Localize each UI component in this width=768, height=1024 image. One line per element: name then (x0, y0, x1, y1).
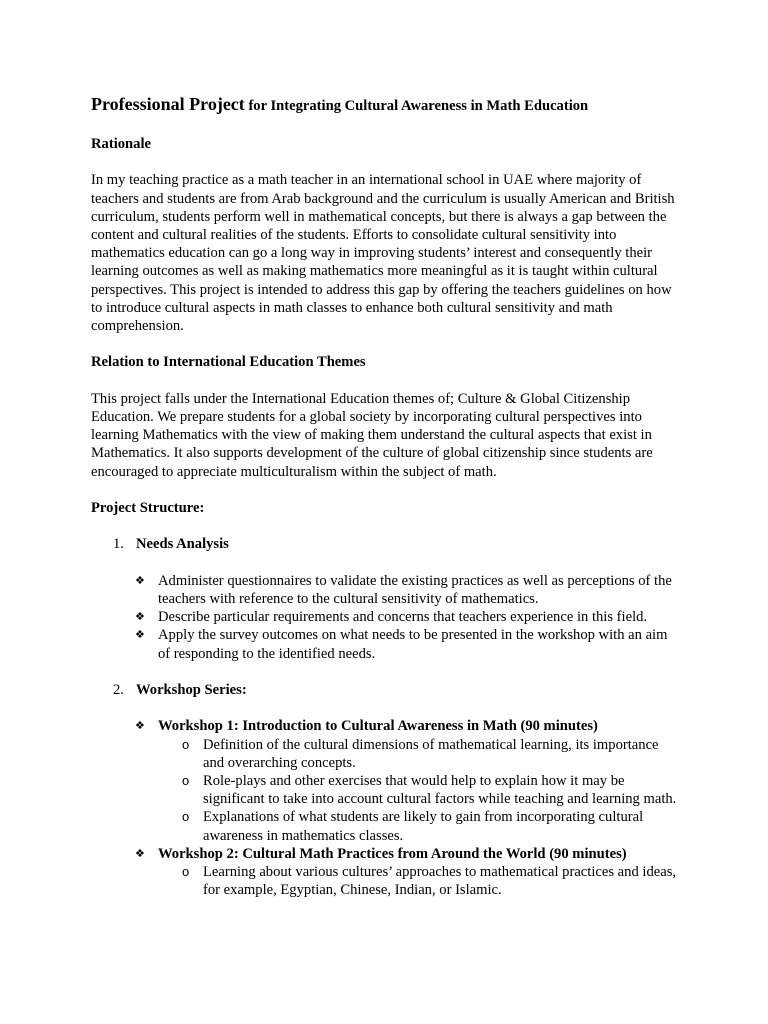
diamond-bullet-icon: ❖ (135, 573, 145, 587)
sub-item-text: Learning about various cultures’ approaches to mathematical practices and ideas, for example, Egyptian, Chinese, Indian, or Islamic. (203, 864, 677, 899)
structure-list (91, 535, 679, 899)
section-heading (91, 681, 679, 699)
title-main: Professional Project (91, 94, 245, 114)
diamond-bullet-icon: ❖ (135, 610, 145, 624)
circle-bullet-icon: o (182, 809, 190, 825)
bullet-text: Describe particular requirements and concerns that teachers experience in this field. (158, 609, 648, 626)
sub-item-text: Definition of the cultural dimensions of mathematical learning, its importance and overarching concepts. (203, 736, 659, 771)
sub-item-text: Explanations of what students are likely to gain from incorporating cultural awareness in mathematics classes. (203, 809, 644, 844)
workshop-title: Workshop 2: Cultural Math Practices from Around the World (90 minutes) (158, 845, 627, 862)
workshop-sub-list (158, 863, 679, 899)
circle-bullet-icon: o (182, 864, 190, 879)
list-item (91, 626, 679, 662)
list-item (91, 608, 679, 626)
list-item (158, 736, 679, 772)
list-item (91, 572, 679, 608)
section-number: 1. (113, 536, 124, 553)
section-heading (91, 535, 679, 553)
diamond-bullet-icon: ❖ (135, 628, 145, 642)
workshop-item (91, 717, 679, 844)
section-workshop-series (91, 681, 679, 899)
workshop-title: Workshop 1: Introduction to Cultural Awareness in Math (90 minutes) (158, 718, 598, 735)
section-title: Needs Analysis (136, 536, 229, 553)
diamond-bullet-icon: ❖ (135, 846, 145, 860)
list-item (158, 863, 679, 899)
rationale-heading: Rationale (91, 136, 151, 152)
structure-heading: Project Structure: (91, 500, 205, 516)
circle-bullet-icon: o (182, 772, 190, 788)
section-number: 2. (113, 681, 124, 698)
title-rest: for Integrating Cultural Awareness in Math Education (244, 98, 589, 114)
relation-paragraph: This project falls under the International Education themes of; Culture & Global Citizenship Education. We prepare students for a global society by incorporating cultural perspectives into learning Mathematics with the view of making them understand the cultural aspects that exist in Mathematics. It also supports development of the culture of global citizenship since students are encouraged to appreciate multiculturalism within the subject of math. (91, 390, 653, 480)
relation-heading: Relation to International Education Themes (91, 354, 366, 371)
workshop-list (91, 717, 679, 899)
needs-bullet-list (91, 572, 679, 663)
bullet-text: Apply the survey outcomes on what needs to be presented in the workshop with an aim of responding to the identified needs. (158, 627, 668, 662)
list-item (158, 772, 679, 808)
diamond-bullet-icon: ❖ (135, 719, 145, 733)
document-title (91, 93, 679, 117)
document-page (91, 93, 679, 918)
workshop-item (91, 845, 679, 900)
bullet-text: Administer questionnaires to validate the existing practices as well as perceptions of the teachers with reference to the cultural sensitivity of mathematics. (158, 572, 672, 607)
list-item (158, 808, 679, 844)
circle-bullet-icon: o (182, 736, 190, 752)
workshop-sub-list (158, 736, 679, 845)
rationale-paragraph: In my teaching practice as a math teacher in an international school in UAE where majority of teachers and students are from Arab background and the curriculum is usually American and British curriculum, students perform well in mathematical concepts, but there is always a gap between the content and cultural realities of the students. Efforts to consolidate cultural sensitivity into mathematics education can go a long way in improving students’ interest and consequently their learning outcomes as well as making mathematics more meaningful as it is taught within cultural perspectives. This project is intended to address this gap by offering the teachers guidelines on how to introduce cultural aspects in math classes to enhance both cultural sensitivity and math comprehension. (91, 172, 675, 335)
section-title: Workshop Series: (136, 681, 247, 698)
sub-item-text: Role-plays and other exercises that would help to explain how it may be significant to take into account cultural factors while teaching and learning math. (203, 772, 677, 808)
section-needs-analysis (91, 535, 679, 662)
